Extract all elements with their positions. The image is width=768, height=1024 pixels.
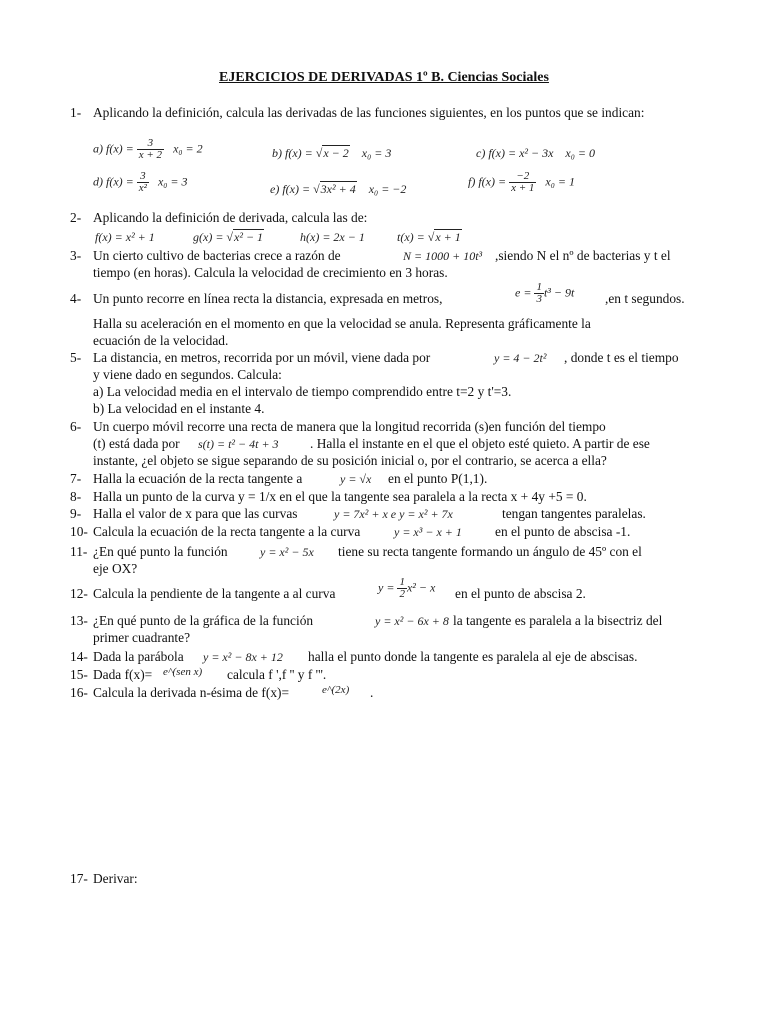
- exercise-text: .: [370, 685, 374, 700]
- exercise-text: . Halla el instante en el que el objeto esté quieto. A partir de ese: [310, 436, 650, 451]
- formula: e^(sen x): [163, 666, 203, 678]
- function-lhs: c) f(x) = x² − 3x: [476, 146, 554, 160]
- exercise-text: primer cuadrante?: [93, 630, 191, 645]
- function-f2-2: g(x) = √x² − 1: [193, 230, 264, 244]
- exercise-text: Derivar:: [93, 871, 138, 886]
- exercise-number: 11-: [70, 544, 88, 559]
- exercise-text: Aplicando la definición, calcula las derivadas de las funciones siguientes, en los puntos que se indican:: [93, 105, 645, 120]
- exercise-number: 10-: [70, 524, 88, 539]
- exercise-text: Un cuerpo móvil recorre una recta de manera que la longitud recorrida (s)en función del tiempo: [93, 419, 606, 434]
- function-lhs: e) f(x) =: [270, 182, 311, 196]
- exercise-text: en el punto P(1,1).: [388, 471, 488, 486]
- exercise-text: Calcula la pendiente de la tangente a al curva: [93, 586, 336, 601]
- exercise-number: 14-: [70, 649, 88, 664]
- point: x₀ = 2: [173, 141, 203, 156]
- exercise-10: [70, 523, 698, 541]
- exercise-8: [70, 488, 698, 506]
- function-lhs: t(x) =: [397, 230, 428, 244]
- exercise-text: (t) está dada por: [93, 436, 180, 451]
- exercise-text: halla el punto donde la tangente es paralela al eje de abscisas.: [308, 649, 638, 664]
- radicand: 3x² + 4: [320, 182, 356, 196]
- page-title: EJERCICIOS DE DERIVADAS 1º B. Ciencias Sociales: [219, 70, 549, 85]
- exercise-subitem: b) La velocidad en el instante 4.: [93, 401, 265, 416]
- radicand: x² − 1: [234, 230, 264, 244]
- formula: y = 7x² + x e y = x² + 7x: [334, 507, 453, 521]
- point: x₀ = 3: [361, 146, 392, 160]
- exercise-text: tengan tangentes paralelas.: [502, 506, 646, 521]
- fraction: [137, 138, 164, 161]
- formula: y = x² − 5x: [260, 545, 314, 559]
- exercise-text: ,siendo N el nº de bacterias y t el: [495, 248, 671, 263]
- exercise-number: 17-: [70, 871, 88, 886]
- function-a: [93, 138, 203, 161]
- denominator: 2: [399, 588, 405, 600]
- exercise-text: calcula f ',f '' y f '''.: [227, 667, 327, 682]
- formula: y = √x: [340, 472, 372, 486]
- exercise-text: Aplicando la definición de derivada, calcula las de:: [93, 210, 368, 225]
- radicand: x + 1: [435, 230, 461, 244]
- exercise-number: 6-: [70, 419, 82, 434]
- exercise-number: 9-: [70, 506, 82, 521]
- numerator: −2: [509, 171, 536, 183]
- exercise-6: [70, 418, 698, 470]
- exercise-text: , donde t es el tiempo: [564, 350, 679, 365]
- exercise-number: 12-: [70, 586, 88, 601]
- function-b: b) f(x) = √x − 2 x₀ = 3: [272, 146, 392, 160]
- exercise-text: Un punto recorre en línea recta la distancia, expresada en metros,: [93, 291, 443, 306]
- exercise-text: eje OX?: [93, 561, 138, 576]
- point: x₀ = 1: [545, 174, 576, 189]
- exercise-text: ¿En qué punto la función: [93, 544, 228, 559]
- exercise-text: tiene su recta tangente formando un ángulo de 45º con el: [338, 544, 642, 559]
- exercise-text: Halla su aceleración en el momento en que la velocidad se anula. Representa gráficamente la: [93, 316, 591, 331]
- fraction: [397, 577, 407, 600]
- formula: s(t) = t² − 4t + 3: [198, 437, 279, 451]
- exercise-number: 7-: [70, 471, 82, 486]
- exercise-9: [70, 505, 698, 523]
- exercise-text: en el punto de abscisa 2.: [455, 586, 586, 601]
- point: x₀ = 3: [157, 174, 188, 189]
- exercise-number: 4-: [70, 291, 82, 306]
- formula: y = x² − 6x + 8: [375, 614, 449, 628]
- function-lhs: d) f(x) =: [93, 174, 134, 189]
- exercise-2: [70, 209, 698, 229]
- exercise-3: [70, 247, 698, 281]
- exercise-15: [70, 666, 698, 684]
- exercise-17: [70, 870, 698, 888]
- exercise-subitem: a) La velocidad media en el intervalo de tiempo comprendido entre t=2 y t'=3.: [93, 384, 512, 399]
- function-lhs: b) f(x) =: [272, 146, 313, 160]
- function-d: [93, 171, 188, 194]
- point: x₀ = 0: [565, 146, 596, 160]
- exercise-text: tiempo (en horas). Calcula la velocidad de crecimiento en 3 horas.: [93, 265, 448, 280]
- exercise-text: Halla la ecuación de la recta tangente a: [93, 471, 303, 486]
- denominator: x²: [138, 182, 147, 194]
- exercise-text: Halla un punto de la curva y = 1/x en el que la tangente sea paralela a la recta x + 4y +5 = 0.: [93, 489, 587, 504]
- function-lhs: f) f(x) =: [468, 174, 507, 189]
- function-f2-1: f(x) = x² + 1: [95, 230, 155, 244]
- exercise-12: [70, 576, 698, 607]
- function-f: [468, 171, 575, 194]
- fraction: [137, 171, 149, 194]
- formula-lhs: e =: [515, 285, 535, 300]
- function-lhs: a) f(x) =: [93, 141, 134, 156]
- exercise-text: Halla el valor de x para que las curvas: [93, 506, 298, 521]
- function-f2-3: h(x) = 2x − 1: [300, 230, 365, 244]
- exercise-text: la tangente es paralela a la bisectriz del: [453, 613, 663, 628]
- numerator: 1: [536, 281, 542, 293]
- formula-lhs: y =: [378, 580, 398, 595]
- numerator: 3: [137, 171, 149, 183]
- exercise-text: ecuación de la velocidad.: [93, 333, 229, 348]
- exercise-number: 15-: [70, 667, 88, 682]
- formula: [378, 577, 435, 600]
- numerator: 1: [399, 576, 405, 588]
- exercise-number: 16-: [70, 685, 88, 700]
- exercise-text: instante, ¿el objeto se sigue separando de su posición inicial o, por el contrario, se acerca a ella?: [93, 453, 607, 468]
- exercise-number: 13-: [70, 613, 88, 628]
- formula-rhs: t³ − 9t: [543, 285, 575, 300]
- formula-rhs: x² − x: [406, 580, 436, 595]
- exercise-number: 5-: [70, 350, 82, 365]
- exercise-number: 8-: [70, 489, 82, 504]
- formula: y = x² − 8x + 12: [203, 650, 283, 664]
- exercise-text: y viene dado en segundos. Calcula:: [93, 367, 282, 382]
- formula: [515, 282, 574, 305]
- fraction: [509, 171, 536, 194]
- exercise-text: ,en t segundos.: [605, 291, 685, 306]
- exercise-5: [70, 349, 698, 419]
- exercise-text: La distancia, en metros, recorrida por un móvil, viene dada por: [93, 350, 431, 365]
- function-e: e) f(x) = √3x² + 4 x₀ = −2: [270, 182, 407, 196]
- denominator: 3: [536, 293, 542, 305]
- formula: e^(2x): [322, 684, 350, 696]
- formula: y = x³ − x + 1: [394, 525, 462, 539]
- exercise-13: [70, 612, 698, 648]
- exercise-4: [70, 281, 698, 348]
- exercise-text: Calcula la ecuación de la recta tangente a la curva: [93, 524, 361, 539]
- exercise-7: [70, 470, 698, 488]
- exercise-text: ¿En qué punto de la gráfica de la función: [93, 613, 314, 628]
- exercise-16: [70, 684, 698, 702]
- exercise-text: Calcula la derivada n-ésima de f(x)=: [93, 685, 290, 700]
- function-lhs: g(x) =: [193, 230, 227, 244]
- function-c: [476, 145, 595, 162]
- formula: y = 4 − 2t²: [494, 351, 547, 365]
- exercise-11: [70, 543, 698, 579]
- exercise-text: Un cierto cultivo de bacterias crece a razón de: [93, 248, 341, 263]
- denominator: x + 1: [511, 182, 535, 194]
- exercise-number: 1-: [70, 105, 82, 120]
- denominator: x + 2: [138, 149, 163, 161]
- exercise-number: 2-: [70, 210, 82, 225]
- exercise-number: 3-: [70, 248, 82, 263]
- exercise-text: Dada f(x)=: [93, 667, 153, 682]
- numerator: 3: [137, 138, 164, 150]
- radicand: x − 2: [323, 146, 349, 160]
- formula: N = 1000 + 10t³: [403, 249, 483, 263]
- exercise-text: en el punto de abscisa -1.: [495, 524, 631, 539]
- point: x₀ = −2: [368, 182, 407, 196]
- function-f2-4: t(x) = √x + 1: [397, 230, 461, 244]
- fraction: [534, 282, 544, 305]
- exercise-text: Dada la parábola: [93, 649, 184, 664]
